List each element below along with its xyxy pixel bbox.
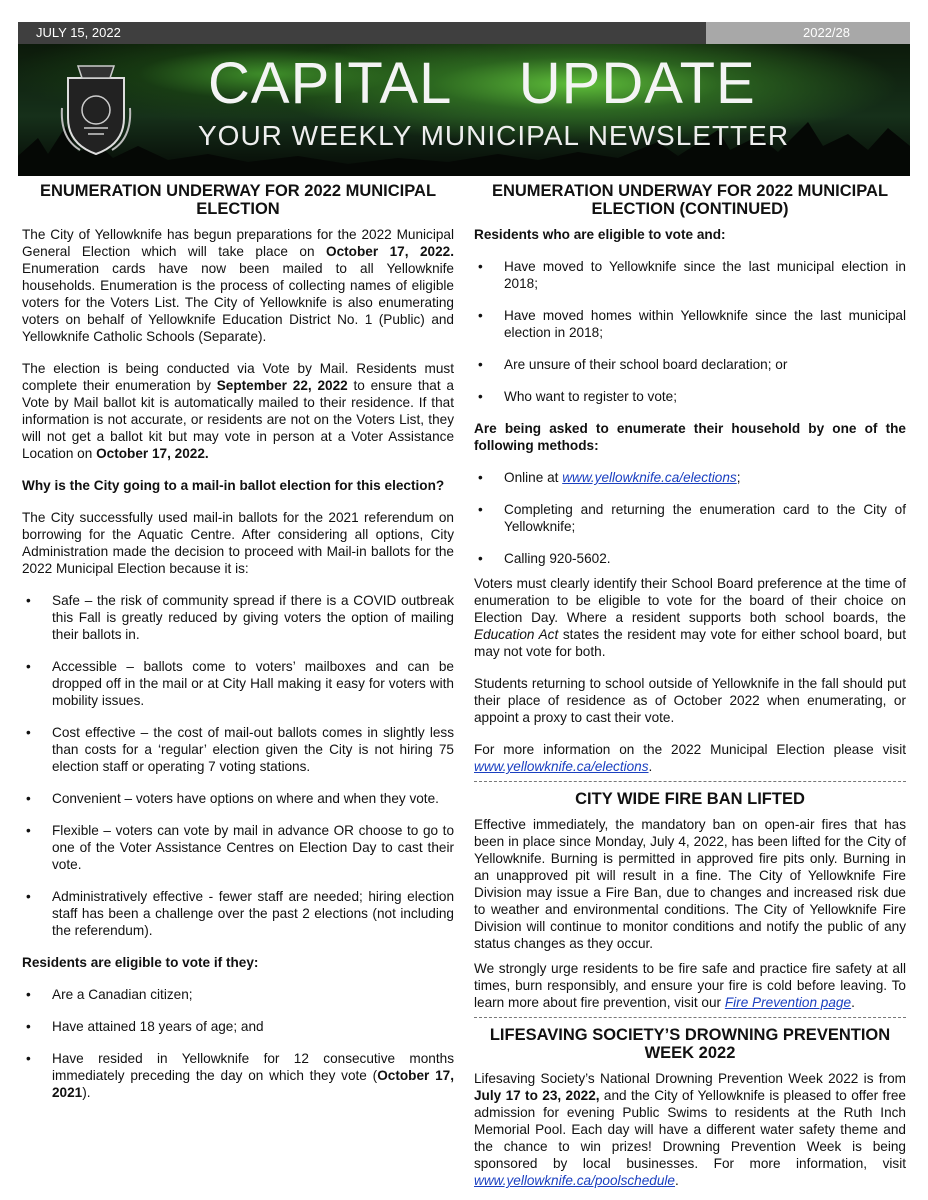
- list-item: • Have attained 18 years of age; and: [26, 1019, 264, 1034]
- list-item: • Have moved to Yellowknife since the last municipal election in 2018;: [478, 259, 906, 291]
- paragraph: The City of Yellowknife has begun preparations for the 2022 Municipal General Election which will take place on October 17, 2022. Enumeration cards have now been mailed to all Yellowknife households. Enumeration is the process of collecting names of eligible voters for the Voters List. The City of Yellowknife is also enumerating voters on behalf of Yellowknife Education District No. 1 (Public) and Yellowknife Catholic Schools (Separate).: [22, 227, 455, 344]
- list-item: • Flexible – voters can vote by mail in advance OR choose to go to one of the Voter Assistance Centres on Election Day to cast their vote.: [26, 823, 454, 872]
- list-item: • Accessible – ballots come to voters’ mailboxes and can be dropped off in the mail or at City Hall making it easy for voters with mobility issues.: [26, 659, 454, 708]
- paragraph: The election is being conducted via Vote by Mail. Residents must complete their enumeration by September 22, 2022 to ensure that a Vote by Mail ballot kit is automatically mailed to their residence. If that information is not accurate, or residents are not on the Voters List, they will not get a ballot kit but may vote in person at a Voter Assistance Location on October 17, 2022.: [22, 361, 454, 461]
- paragraph: Effective immediately, the mandatory ban on open-air fires that has been in place since Monday, July 4, 2022, has been lifted for the City of Yellowknife. Burning is permitted in approved fire pits only. Burning in an unapproved pit will result in a fine. The City of Yellowknife Fire Division may issue a Fire Ban, due to changes and increased risk due to weather and environmental conditions. The City of Yellowknife Fire Division will continue to monitor conditions and notify the public of any status changes as they occur.: [474, 817, 906, 951]
- paragraph: Lifesaving Society’s National Drowning Prevention Week 2022 is from July 17 to 23, 2022, and the City of Yellowknife is pleased to offer free admission for evening Public Swims to residents at the Ruth Inch Memorial Pool. Each day will have a different water safety theme and the chance to win prizes! Drowning Prevention Week is being sponsored by local businesses. For more information, visit www.yellowknife.ca/poolschedule.: [474, 1071, 906, 1188]
- list-item: • Have resided in Yellowknife for 12 consecutive months immediately preceding the day on which they vote (October 17, 2021).: [26, 1051, 454, 1100]
- elections-link[interactable]: www.yellowknife.ca/elections: [474, 759, 649, 774]
- paragraph: For more information on the 2022 Municipal Election please visit www.yellowknife.ca/elections.: [474, 742, 906, 774]
- city-crest-logo: [60, 58, 132, 158]
- list-item: • Safe – the risk of community spread if there is a COVID outbreak this Fall is greatly reduced by giving voters the option of mailing their ballots in.: [26, 593, 454, 642]
- article-heading-enumeration: ENUMERATION UNDERWAY FOR 2022 MUNICIPAL ELECTION: [39, 182, 437, 218]
- article-heading-enumeration-continued: ENUMERATION UNDERWAY FOR 2022 MUNICIPAL ELECTION (CONTINUED): [491, 182, 889, 218]
- issue-number: 2022/28: [706, 22, 910, 44]
- list-item: • Completing and returning the enumeration card to the City of Yellowknife;: [478, 502, 906, 534]
- section-divider: [474, 781, 906, 782]
- masthead-title: CAPITAL UPDATE: [208, 51, 756, 116]
- right-column: [474, 182, 906, 1189]
- article-heading-fire-ban: CITY WIDE FIRE BAN LIFTED: [575, 790, 805, 808]
- list-item: • Convenient – voters have options on where and when they vote.: [26, 791, 439, 806]
- paragraph: We strongly urge residents to be fire safe and practice fire safety at all times, burn responsibly, and ensure your fire is cold before leaving. To learn more about fire prevention, visit our Fire Prevention page.: [474, 961, 906, 1010]
- list-item: • Are a Canadian citizen;: [26, 987, 193, 1002]
- subheading-methods: Are being asked to enumerate their household by one of the following methods:: [474, 421, 906, 453]
- subheading-eligible: Residents are eligible to vote if they:: [22, 955, 259, 970]
- paragraph: Voters must clearly identify their School Board preference at the time of enumeration to be eligible to vote for the board of their choice on Election Day. Where a resident supports both school boards, the Education Act states the resident may vote for either school board, but may not vote for both.: [474, 576, 907, 659]
- issue-date: JULY 15, 2022: [18, 22, 706, 44]
- list-item: • Are unsure of their school board declaration; or: [478, 357, 788, 372]
- masthead-banner: [18, 44, 910, 176]
- pool-schedule-link[interactable]: www.yellowknife.ca/poolschedule: [474, 1173, 675, 1188]
- subheading-question: Why is the City going to a mail-in ballot election for this election?: [22, 478, 445, 493]
- list-item: • Who want to register to vote;: [478, 389, 678, 404]
- paragraph: Students returning to school outside of Yellowknife in the fall should put their place of residence as of October 2022 when enumerating, or appoint a proxy to cast their vote.: [474, 676, 906, 725]
- paragraph: The City successfully used mail-in ballots for the 2021 referendum on borrowing for the Aquatic Centre. After considering all options, City Administration made the decision to proceed with Mail-in ballots for the 2022 Municipal Election because it is:: [22, 510, 454, 576]
- list-item: • Have moved homes within Yellowknife since the last municipal election in 2018;: [478, 308, 906, 340]
- elections-link[interactable]: www.yellowknife.ca/elections: [562, 470, 737, 485]
- section-divider: [474, 1017, 906, 1018]
- left-column: [22, 182, 454, 1101]
- list-item: • Online at www.yellowknife.ca/elections;: [478, 470, 741, 485]
- subheading-who: Residents who are eligible to vote and:: [474, 227, 726, 242]
- list-item: • Calling 920-5602.: [478, 551, 611, 566]
- list-item: • Cost effective – the cost of mail-out ballots comes in slightly less than costs for a ‘regular’ election given the City is not hiring 75 election staff or operating 7 voting stations.: [26, 725, 454, 774]
- article-heading-drowning-prevention: LIFESAVING SOCIETY’S DROWNING PREVENTION WEEK 2022: [489, 1026, 891, 1062]
- list-item: • Administratively effective - fewer staff are needed; hiring election staff has been a challenge over the past 2 elections (not including the referendum).: [26, 889, 454, 938]
- masthead-subtitle: YOUR WEEKLY MUNICIPAL NEWSLETTER: [198, 120, 790, 151]
- fire-prevention-link[interactable]: Fire Prevention page: [724, 995, 852, 1010]
